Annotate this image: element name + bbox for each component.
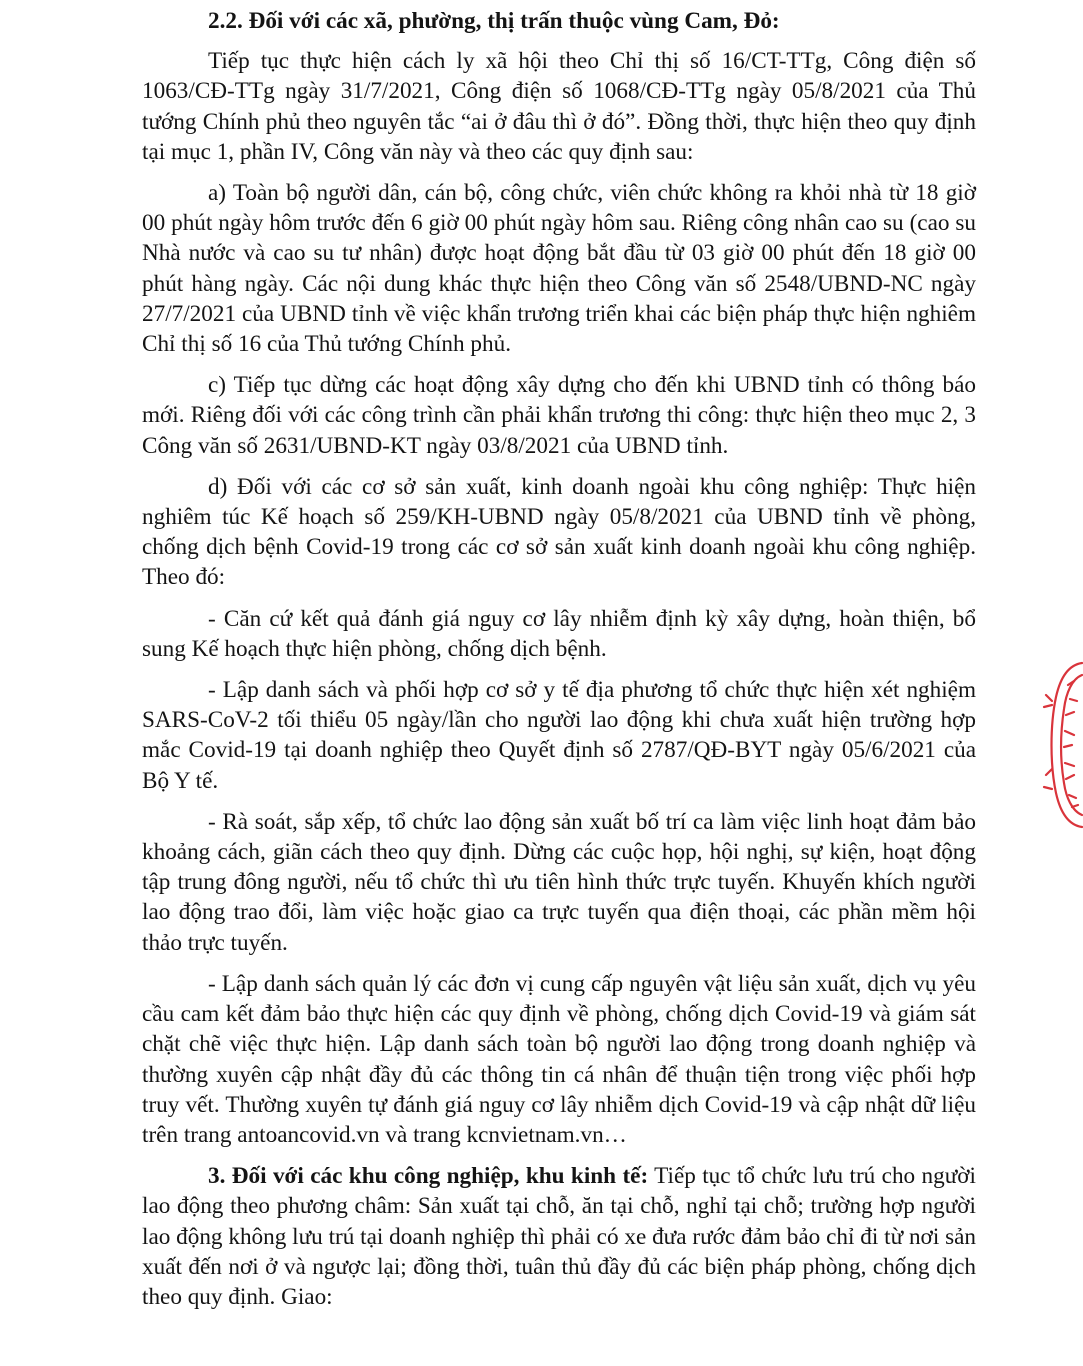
document-body <box>142 6 976 1323</box>
section-3-text: Tiếp tục tổ chức lưu trú cho người lao động theo phương châm: Sản xuất tại chỗ, ăn tại chỗ, nghỉ tại chỗ; trường hợp người lao động không lưu trú tại doanh nghiệp thì phải có xe đưa rước đảm bảo chỉ đi từ nơi sản xuất đến nơi ở và ngược lại; đồng thời, tuân thủ đầy đủ các biện pháp phòng, chống dịch theo quy định. Giao: <box>142 1163 976 1310</box>
red-seal-stamp-icon <box>1038 655 1083 835</box>
section-3-paragraph <box>142 1161 976 1312</box>
section-2-2-heading: 2.2. Đối với các xã, phường, thị trấn thuộc vùng Cam, Đỏ: <box>208 8 780 34</box>
item-c: c) Tiếp tục dừng các hoạt động xây dựng cho đến khi UBND tỉnh có thông báo mới. Riêng đối với các công trình cần phải khẩn trương thi công: thực hiện theo mục 2, 3 Công văn số 2631/UBND-KT ngày 03/8/2021 của UBND tỉnh. <box>142 372 976 459</box>
item-d: d) Đối với các cơ sở sản xuất, kinh doanh ngoài khu công nghiệp: Thực hiện nghiêm túc Kế hoạch số 259/KH-UBND ngày 05/8/2021 của UBND tỉnh về phòng, chống dịch bệnh Covid-19 trong các cơ sở sản xuất kinh doanh ngoài khu công nghiệp. Theo đó: <box>142 473 976 591</box>
bullet-1: - Căn cứ kết quả đánh giá nguy cơ lây nhiễm định kỳ xây dựng, hoàn thiện, bổ sung Kế hoạch thực hiện phòng, chống dịch bệnh. <box>142 605 976 662</box>
bullet-3: - Rà soát, sắp xếp, tổ chức lao động sản xuất bố trí ca làm việc linh hoạt đảm bảo khoảng cách, giãn cách theo quy định. Dừng các cuộc họp, hội nghị, sự kiện, hoạt động tập trung đông người, nếu tổ chức thì ưu tiên hình thức trực tuyến. Khuyến khích người lao động trao đổi, làm việc hoặc giao ca trực tuyến qua điện thoại, các phần mềm hội thảo trực tuyến. <box>142 808 976 956</box>
bullet-4: - Lập danh sách quản lý các đơn vị cung cấp nguyên vật liệu sản xuất, dịch vụ yêu cầu cam kết đảm bảo thực hiện các quy định về phòng, chống dịch Covid-19 và giám sát chặt chẽ việc thực hiện. Lập danh sách toàn bộ người lao động trong doanh nghiệp và thường xuyên cập nhật đầy đủ các thông tin cá nhân để thuận tiện trong việc phối hợp truy vết. Thường xuyên tự đánh giá nguy cơ lây nhiễm dịch Covid-19 và cập nhật dữ liệu trên trang antoancovid.vn và trang kcnvietnam.vn… <box>142 970 976 1148</box>
section-2-2-intro: Tiếp tục thực hiện cách ly xã hội theo Chỉ thị số 16/CT-TTg, Công điện số 1063/CĐ-TTg ngày 31/7/2021, Công điện số 1068/CĐ-TTg ngày 05/8/2021 của Thủ tướng Chính phủ theo nguyên tắc “ai ở đâu thì ở đó”. Đồng thời, thực hiện theo quy định tại mục 1, phần IV, Công văn này và theo các quy định sau: <box>142 48 976 165</box>
bullet-2: - Lập danh sách và phối hợp cơ sở y tế địa phương tổ chức thực hiện xét nghiệm SARS-CoV-2 tối thiểu 05 ngày/lần cho người lao động khi chưa xuất hiện trường hợp mắc Covid-19 tại doanh nghiệp theo Quyết định số 2787/QĐ-BYT ngày 05/6/2021 của Bộ Y tế. <box>142 677 976 794</box>
item-a: a) Toàn bộ người dân, cán bộ, công chức, viên chức không ra khỏi nhà từ 18 giờ 00 phút ngày hôm trước đến 6 giờ 00 phút ngày hôm sau. Riêng công nhân cao su (cao su Nhà nước và cao su tư nhân) được hoạt động bắt đầu từ 03 giờ 00 phút đến 18 giờ 00 phút hàng ngày. Các nội dung khác thực hiện theo Công văn số 2548/UBND-NC ngày 27/7/2021 của UBND tỉnh về việc khẩn trương triển khai các biện pháp thực hiện nghiêm Chỉ thị số 16 của Thủ tướng Chính phủ. <box>142 180 976 358</box>
section-3-heading: 3. Đối với các khu công nghiệp, khu kinh tế: <box>208 1163 649 1190</box>
